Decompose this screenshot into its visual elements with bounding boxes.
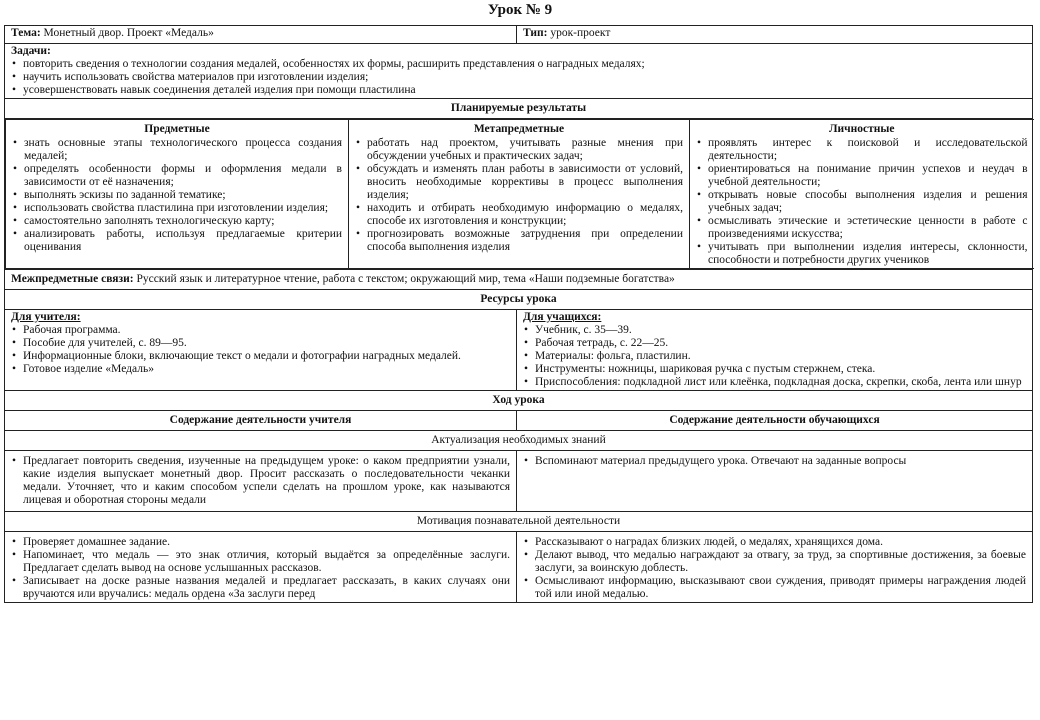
list-item: • Инструменты: ножницы, шариковая ручка с пустым стержнем, стека. — [523, 363, 1026, 376]
list-item: • Готовое изделие «Медаль» — [11, 363, 510, 376]
resources-header: Ресурсы урока — [5, 290, 1033, 310]
list-item: • Материалы: фольга, пластилин. — [523, 350, 1026, 363]
planned-results-header: Планируемые результаты — [5, 99, 1033, 119]
list-item: • ориентироваться на понимание причин успехов и неудач в учебной деятельности; — [696, 163, 1028, 189]
list-item: • определять особенности формы и оформления медали в зависимости от её назначения; — [12, 163, 342, 189]
meta-results-column — [349, 120, 690, 269]
list-item: • научить использовать свойства материалов при изготовлении изделия; — [11, 71, 1026, 84]
interdisciplinary-label: Межпредметные связи: — [11, 273, 134, 285]
list-item: • Учебник, с. 35—39. — [523, 324, 1026, 337]
list-item: • осмысливать этические и эстетические ценности в работе с произведениями искусства; — [696, 215, 1028, 241]
interdisciplinary-value: Русский язык и литературное чтение, работа с текстом; окружающий мир, тема «Наши подземные богатства» — [136, 273, 675, 285]
course-header: Ход урока — [5, 391, 1033, 411]
list-item: • усовершенствовать навык соединения деталей изделия при помощи пластилина — [11, 84, 1026, 97]
list-item: • Приспособления: подкладной лист или клеёнка, подкладная доска, скрепки, скоба, лента или шнур — [523, 376, 1026, 389]
stage-1-row — [5, 451, 1033, 512]
stage-2-row — [5, 532, 1033, 603]
stage-1-title: Актуализация необходимых знаний — [5, 431, 1033, 451]
list-item: • выполнять эскизы по заданной тематике; — [12, 189, 342, 202]
list-item: • Делают вывод, что медалью награждают за отвагу, за труд, за спортивные достижения, за боевые заслуги, за воинскую доблесть. — [523, 549, 1026, 575]
student-resources-cell — [517, 310, 1033, 391]
planned-results-columns — [5, 119, 1034, 269]
list-item: • повторить сведения о технологии создания медалей, особенностях их формы, расширить представления о наградных медалях; — [11, 58, 1026, 71]
type-label: Тип: — [523, 27, 548, 39]
list-item: • Предлагает повторить сведения, изученные на предыдущем уроке: о каком предприятии узнали, какие изделия выпускает монетный двор. Просит рассказать о последовательности чеканки медали. Уточняет, что и каким способом успели сделать на прошлом уроке, как называются лицевая и оборотная стороны медали — [11, 455, 510, 507]
student-activity-header: Содержание деятельности обучающихся — [517, 411, 1033, 431]
list-item: • Рабочая программа. — [11, 324, 510, 337]
meta-results-title: Метапредметные — [473, 123, 565, 135]
type-cell — [517, 26, 1033, 44]
tasks-cell — [5, 44, 1033, 99]
list-item: • использовать свойства пластилина при изготовлении изделия; — [12, 202, 342, 215]
topic-cell — [5, 26, 517, 44]
list-item: • учитывать при выполнении изделия интересы, склонности, способности и потребности других учеников — [696, 241, 1028, 267]
stage-1-teacher-cell — [5, 451, 517, 512]
list-item: • проявлять интерес к поисковой и исследовательской деятельности; — [696, 137, 1028, 163]
list-item: • Пособие для учителей, с. 89—95. — [11, 337, 510, 350]
list-item: • Информационные блоки, включающие текст о медали и фотографии наградных медалей. — [11, 350, 510, 363]
list-item: • работать над проектом, учитывать разные мнения при обсуждении учебных и практических задач; — [355, 137, 683, 163]
list-item: • Напоминает, что медаль — это знак отличия, который выдаётся за определённые заслуги. Предлагает сделать вывод на основе услышанных рассказов. — [11, 549, 510, 575]
tasks-list — [11, 58, 1026, 97]
list-item: • Вспоминают материал предыдущего урока. Отвечают на заданные вопросы — [523, 455, 1026, 468]
topic-row — [5, 26, 1033, 44]
stage-2-teacher-cell — [5, 532, 517, 603]
list-item: • Рабочая тетрадь, с. 22—25. — [523, 337, 1026, 350]
tasks-row — [5, 44, 1033, 99]
teacher-resources-label: Для учителя: — [11, 311, 81, 323]
teacher-activity-header: Содержание деятельности учителя — [5, 411, 517, 431]
personal-results-column — [690, 120, 1034, 269]
interdisciplinary-cell — [5, 270, 1033, 290]
resources-row — [5, 310, 1033, 391]
list-item: • Записывает на доске разные названия медалей и предлагает рассказать, в каких случаях они вручаются или вручались: медаль ордена «За заслуги перед — [11, 575, 510, 601]
list-item: • прогнозировать возможные затруднения при определении способа выполнения изделия — [355, 228, 683, 254]
stage-2-title: Мотивация познавательной деятельности — [5, 512, 1033, 532]
list-item: • Проверяет домашнее задание. — [11, 536, 510, 549]
teacher-resources-cell — [5, 310, 517, 391]
student-resources-label: Для учащихся: — [523, 311, 602, 323]
list-item: • открывать новые способы выполнения изделия и решения учебных задач; — [696, 189, 1028, 215]
list-item: • Рассказывают о наградах близких людей, о медалях, хранящихся дома. — [523, 536, 1026, 549]
planned-results-row — [5, 119, 1033, 270]
stage-2-student-cell — [517, 532, 1033, 603]
list-item: • самостоятельно заполнять технологическую карту; — [12, 215, 342, 228]
page-title: Урок № 9 — [487, 2, 553, 18]
list-item: • обсуждать и изменять план работы в зависимости от условий, вносить необходимые коррективы в процесс выполнения изделия; — [355, 163, 683, 202]
lesson-table — [4, 25, 1033, 603]
tasks-label: Задачи: — [11, 45, 51, 57]
list-item: • знать основные этапы технологического процесса создания медалей; — [12, 137, 342, 163]
subject-results-title: Предметные — [144, 123, 210, 135]
list-item: • анализировать работы, используя предлагаемые критерии оценивания — [12, 228, 342, 254]
list-item: • находить и отбирать необходимую информацию о медалях, способе их изготовления и конструкции; — [355, 202, 683, 228]
list-item: • Осмысливают информацию, высказывают свои суждения, приводят примеры награждения людей той или иной медалью. — [523, 575, 1026, 601]
stage-1-student-cell — [517, 451, 1033, 512]
personal-results-title: Личностные — [828, 123, 895, 135]
topic-label: Тема: — [11, 27, 41, 39]
type-value: урок-проект — [550, 27, 611, 39]
subject-results-column — [6, 120, 349, 269]
topic-value: Монетный двор. Проект «Медаль» — [43, 27, 214, 39]
